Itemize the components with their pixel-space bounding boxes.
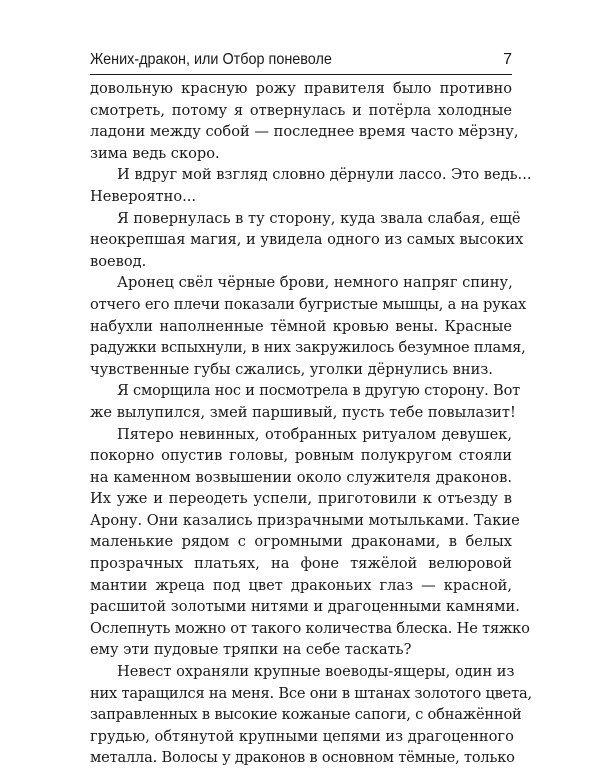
text-line: смотреть, потому я отвернулась и потёрла холодные — [90, 101, 512, 119]
text-line: набухли наполненные тёмной кровью вены. Красные — [90, 317, 512, 335]
text-line: ему эти пудовые тряпки на себе таскать? — [90, 641, 412, 659]
text-line: Аронец свёл чёрные брови, немного напряг спину, — [117, 274, 513, 292]
body-text — [90, 78, 532, 769]
text-line: Арону. Они казались призрачными мотыльками. Такие — [90, 511, 520, 529]
running-head-title: Жених-дракон, или Отбор поневоле — [90, 51, 332, 68]
text-line: довольную красную рожу правителя было противно — [90, 80, 512, 97]
text-line: чувственные губы сжались, уголки дёрнулись вниз. — [90, 360, 493, 378]
text-line: на каменном возвышении около служителя драконов. — [90, 468, 512, 486]
text-line: воевод. — [90, 252, 147, 270]
text-line: Их уже и переодеть успели, приготовили к отъезду в — [90, 490, 512, 508]
text-line: Пятеро невинных, отобранных ритуалом девушек, — [117, 425, 512, 443]
text-line: радужки вспыхнули, в них закружилось безумное пламя, — [90, 339, 526, 357]
text-line: ладони между собой — последнее время часто мёрзну, — [90, 123, 519, 141]
text-line: же вылупился, змей паршивый, пусть тебе повылазит! — [90, 403, 516, 421]
text-line: расшитой золотыми нитями и драгоценными камнями. — [90, 598, 520, 616]
text-line: зима ведь скоро. — [90, 144, 220, 162]
text-line: Я повернулась в ту сторону, куда звала слабая, ещё — [117, 209, 521, 227]
text-line: И вдруг мой взгляд словно дёрнули лассо. Это ведь... — [117, 166, 532, 184]
page-number: 7 — [503, 51, 512, 68]
text-line: покорно опустив головы, ровным полукругом стояли — [90, 447, 512, 465]
text-line: Ослепнуть можно от такого количества блеска. Не тяжко — [90, 619, 530, 637]
text-line: Невероятно... — [90, 187, 197, 205]
text-line: неокрепшая магия, и увидела одного из самых высоких — [90, 231, 524, 249]
text-line: них таращился на меня. Все они в штанах золотого цвета, — [90, 684, 532, 702]
text-line: мантии жреца под цвет драконьих глаз — красной, — [90, 576, 512, 594]
text-line: грудью, обтянутой крупными цепями из драгоценного — [90, 727, 514, 745]
header-rule — [90, 74, 512, 75]
text-line: прозрачных платьях, на фоне тяжёлой велюровой — [90, 555, 512, 573]
text-line: Невест охраняли крупные воеводы-ящеры, один из — [117, 663, 515, 681]
running-head — [90, 50, 512, 72]
text-line: заправленных в высокие кожаные сапоги, с обнажённой — [90, 706, 522, 724]
text-line: металла. Волосы у драконов в основном тёмные, только — [90, 749, 515, 767]
text-line: отчего его плечи показали бугристые мышцы, а на руках — [90, 295, 527, 313]
text-line: Я сморщила нос и посмотрела в другую сторону. Вот — [117, 382, 521, 400]
text-line: маленькие рядом с огромными драконами, в белых — [90, 533, 512, 551]
